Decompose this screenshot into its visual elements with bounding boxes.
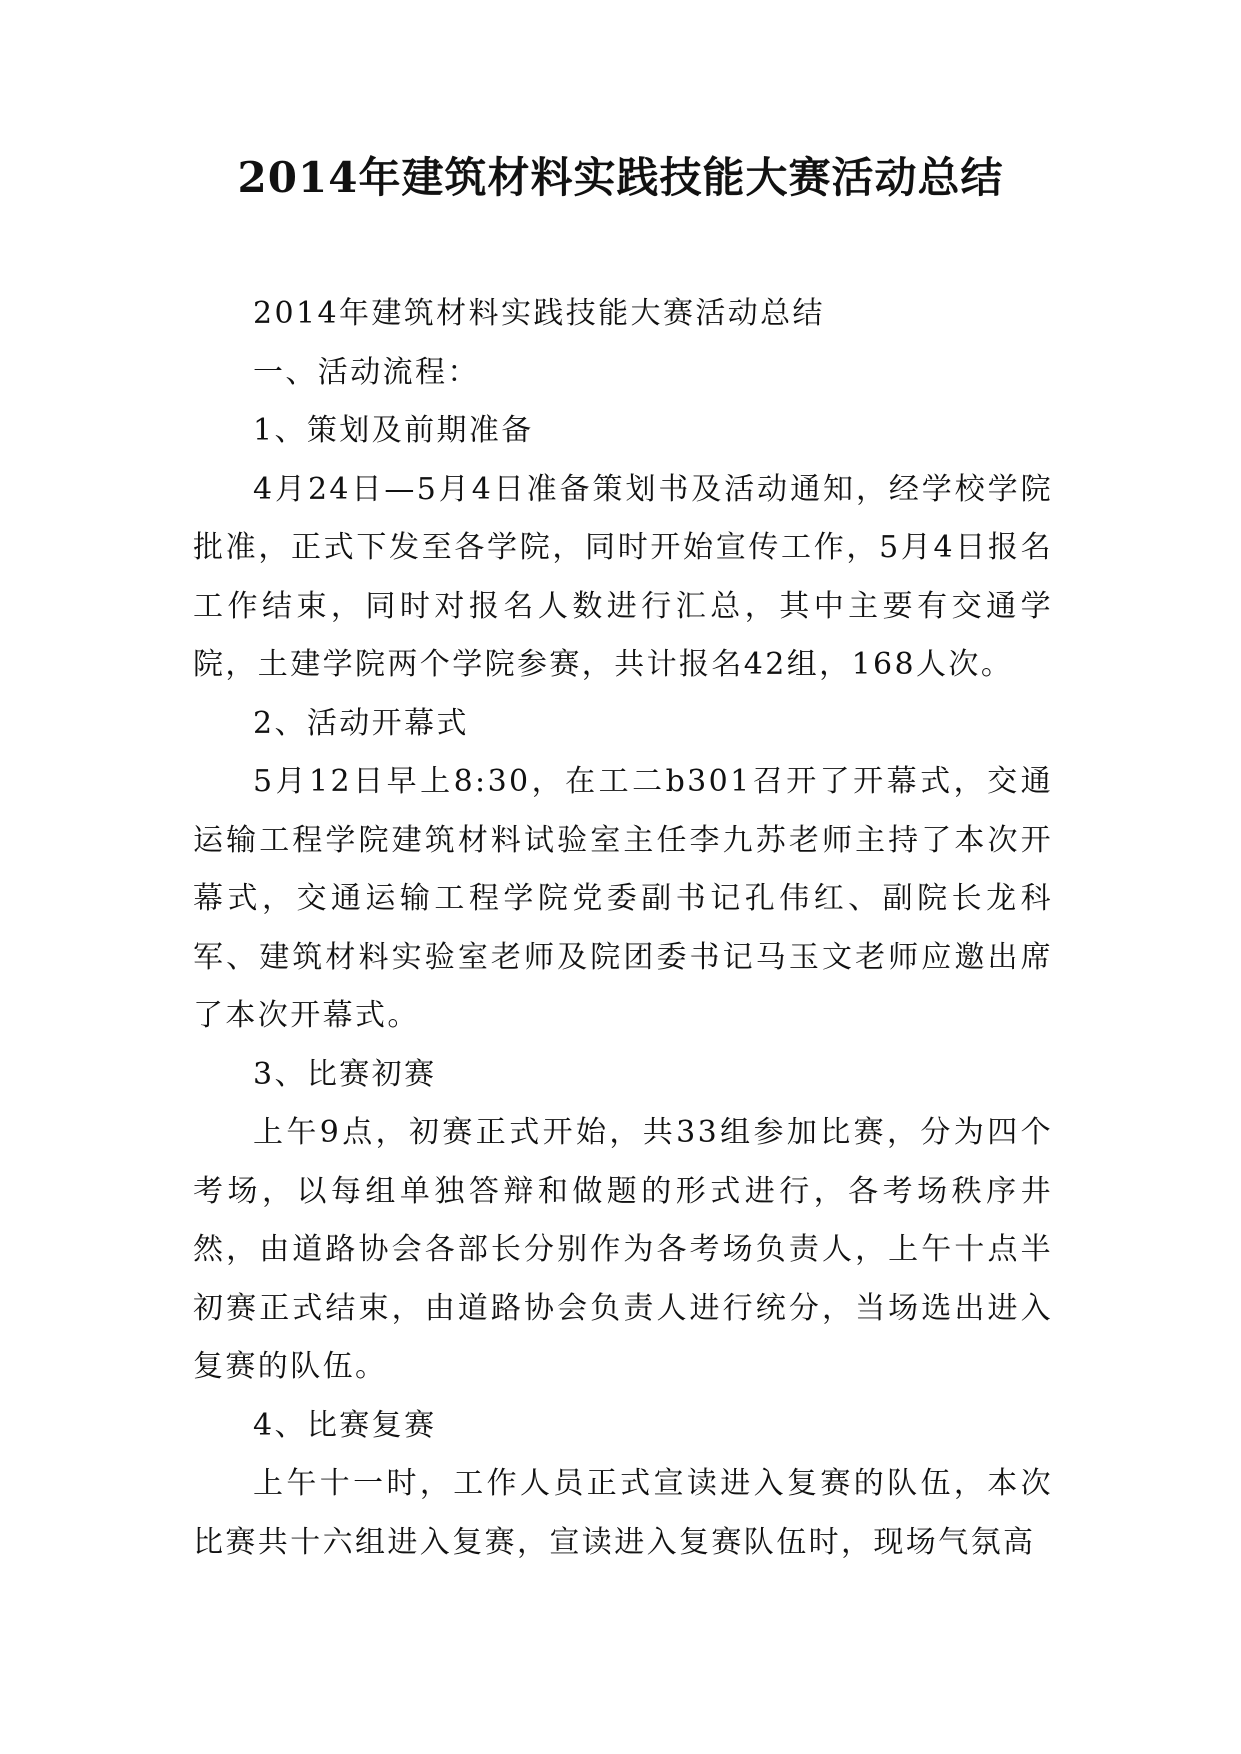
subsection-heading: 3、比赛初赛	[253, 1056, 437, 1092]
document-body	[193, 285, 1053, 1572]
paragraph: 2014年建筑材料实践技能大赛活动总结	[253, 296, 825, 331]
paragraph: 上午十一时，工作人员正式宣读进入复赛的队伍，本次比赛共十六组进入复赛，宣读进入复赛队伍时，现场气氛高	[193, 1466, 1053, 1560]
subsection-heading: 4、比赛复赛	[253, 1407, 437, 1443]
paragraph: 5月12日早上8:30，在工二b301召开了开幕式，交通运输工程学院建筑材料试验室主任李九苏老师主持了本次开幕式，交通运输工程学院党委副书记孔伟红、副院长龙科军、建筑材料实验室老师及院团委书记马玉文老师应邀出席了本次开幕式。	[193, 764, 1053, 1033]
document-title: 2014年建筑材料实践技能大赛活动总结	[237, 153, 1004, 202]
subsection-heading: 2、活动开幕式	[253, 705, 469, 741]
subsection-heading: 1、策划及前期准备	[253, 413, 534, 448]
paragraph: 4月24日—5月4日准备策划书及活动通知，经学校学院批准，正式下发至各学院，同时开始宣传工作，5月4日报名工作结束，同时对报名人数进行汇总，其中主要有交通学院，土建学院两个学院参赛，共计报名42组，168人次。	[193, 471, 1053, 682]
section-heading: 一、活动流程：	[253, 354, 480, 390]
paragraph: 上午9点，初赛正式开始，共33组参加比赛，分为四个考场，以每组单独答辩和做题的形式进行，各考场秩序井然，由道路协会各部长分别作为各考场负责人，上午十点半初赛正式结束，由道路协会负责人进行统分，当场选出进入复赛的队伍。	[193, 1115, 1053, 1384]
